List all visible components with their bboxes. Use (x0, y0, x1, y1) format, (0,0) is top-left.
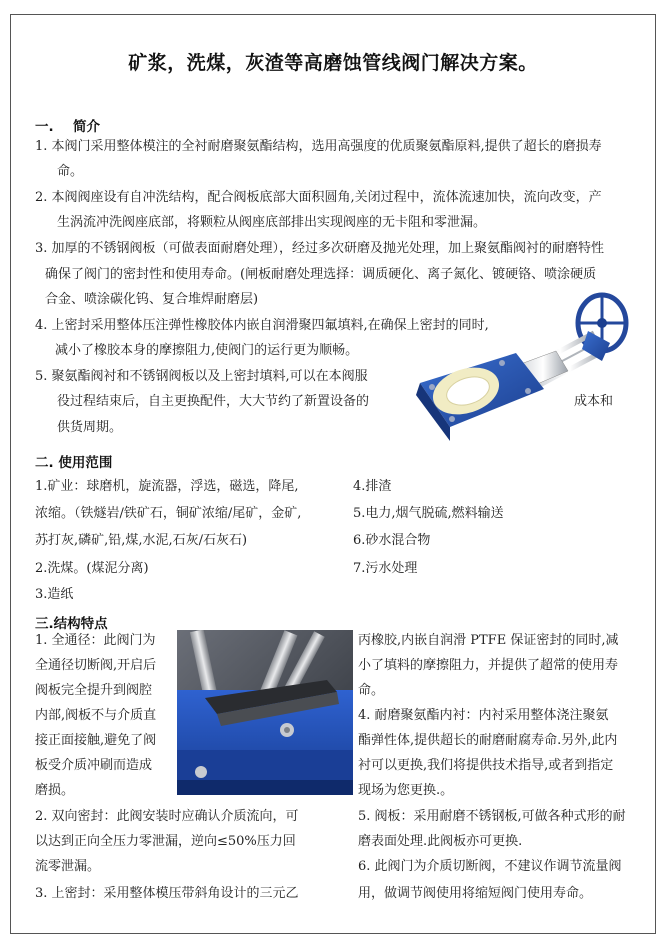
section-3-heading: 三.结构特点 (35, 616, 108, 632)
feature-line: 3. 上密封：采用整体模压带斜角设计的三元乙 (35, 886, 299, 901)
feature-line: 阀板完全提升到阀腔 (35, 683, 153, 698)
feature-line: 流零泄漏。 (35, 859, 101, 874)
intro-line: 役过程结束后，自主更换配件，大大节约了新置设备的 (57, 394, 370, 409)
intro-line: 3. 加厚的不锈钢阀板（可做表面耐磨处理），经过多次研磨及抛光处理，加上聚氨酯阀衬的耐磨特性 (35, 241, 605, 256)
usage-item: 7.污水处理 (353, 561, 418, 576)
usage-item: 4.排渣 (353, 479, 392, 494)
intro-line: 确保了阀门的密封性和使用寿命。(闸板耐磨处理选择：调质硬化、离子氮化、镀硬铬、喷涂硬质 (45, 267, 597, 282)
feature-line: 磨表面处理.此阀板亦可更换. (358, 834, 523, 849)
page-title: 矿浆，洗煤，灰渣等高磨蚀管线阀门解决方案。 (128, 52, 538, 74)
section-1-heading (35, 115, 100, 135)
intro-line: 成本和 (574, 394, 614, 409)
intro-line: 生涡流冲洗阀座底部，将颗粒从阀座底部排出实现阀座的无卡阻和零泄漏。 (57, 215, 487, 230)
intro-line: 1. 本阀门采用整体模注的全衬耐磨聚氨酯结构，选用高强度的优质聚氨酯原料,提供了超长的磨损寿 (35, 139, 602, 154)
section-1-title: 简介 (73, 119, 100, 135)
feature-line: 用，做调节阀使用将缩短阀门使用寿命。 (358, 886, 593, 901)
feature-line: 1. 全通径：此阀门为 (35, 633, 156, 648)
feature-line: 现场为您更换.。 (358, 783, 454, 798)
feature-line: 6. 此阀门为介质切断阀，不建议作调节流量阀 (358, 859, 622, 874)
usage-item: 6.砂水混合物 (353, 533, 431, 548)
usage-item: 5.电力,烟气脱硫,燃料输送 (353, 506, 504, 521)
feature-line: 全通径切断阀,开启后 (35, 658, 157, 673)
feature-line: 4. 耐磨聚氨酯内衬：内衬采用整体浇注聚氨 (358, 708, 609, 723)
feature-line: 丙橡胶,内嵌自润滑 PTFE 保证密封的同时,减 (358, 633, 619, 648)
feature-line: 衬可以更换,我们将提供技术指导,或者到指定 (358, 758, 614, 773)
feature-line: 小了填料的摩擦阻力，并提供了超常的使用寿 (358, 658, 619, 673)
intro-line: 2. 本阀阀座设有自冲洗结构，配合阀板底部大面积圆角,关闭过程中，流体流速加快，流向改变，产 (35, 190, 602, 205)
usage-item: 3.造纸 (35, 587, 74, 602)
intro-line: 4. 上密封采用整体压注弹性橡胶体内嵌自润滑聚四氟填料,在确保上密封的同时, (35, 318, 489, 333)
intro-line: 命。 (57, 164, 84, 179)
usage-item: 1.矿业：球磨机，旋流器，浮选，磁选，降尾, (35, 479, 299, 494)
valve-gate-photo (177, 630, 353, 795)
feature-line: 内部,阀板不与介质直 (35, 708, 157, 723)
feature-line: 接正面接触,避免了阀 (35, 733, 157, 748)
knife-gate-valve-image (406, 291, 651, 453)
feature-line: 命。 (358, 683, 385, 698)
feature-line: 酯弹性体,提供超长的耐磨耐腐寿命.另外,此内 (358, 733, 618, 748)
usage-item: 浓缩。（铁燧岩/铁矿石，铜矿浓缩/尾矿，金矿, (35, 506, 302, 521)
feature-line: 磨损。 (35, 783, 75, 798)
section-2-heading: 二. 使用范围 (35, 455, 113, 471)
feature-line: 板受介质冲刷而造成 (35, 758, 153, 773)
document-page (10, 14, 656, 934)
intro-line: 减小了橡胶本身的摩擦阻力,使阀门的运行更为顺畅。 (55, 343, 359, 358)
intro-line: 合金、喷涂碳化钨、复合堆焊耐磨层) (45, 292, 259, 307)
feature-line: 2. 双向密封：此阀安装时应确认介质流向，可 (35, 809, 299, 824)
usage-item: 苏打灰,磷矿,铅,煤,水泥,石灰/石灰石) (35, 533, 248, 548)
intro-line: 5. 聚氨酯阀衬和不锈钢阀板以及上密封填料,可以在本阀服 (35, 369, 368, 384)
intro-line: 供货周期。 (57, 420, 123, 435)
feature-line: 5. 阀板：采用耐磨不锈钢板,可做各种式形的耐 (358, 809, 626, 824)
feature-line: 以达到正向全压力零泄漏，逆向≤50%压力回 (35, 834, 296, 849)
usage-item: 2.洗煤。(煤泥分离) (35, 561, 149, 576)
section-1-number: 一. (35, 119, 54, 135)
